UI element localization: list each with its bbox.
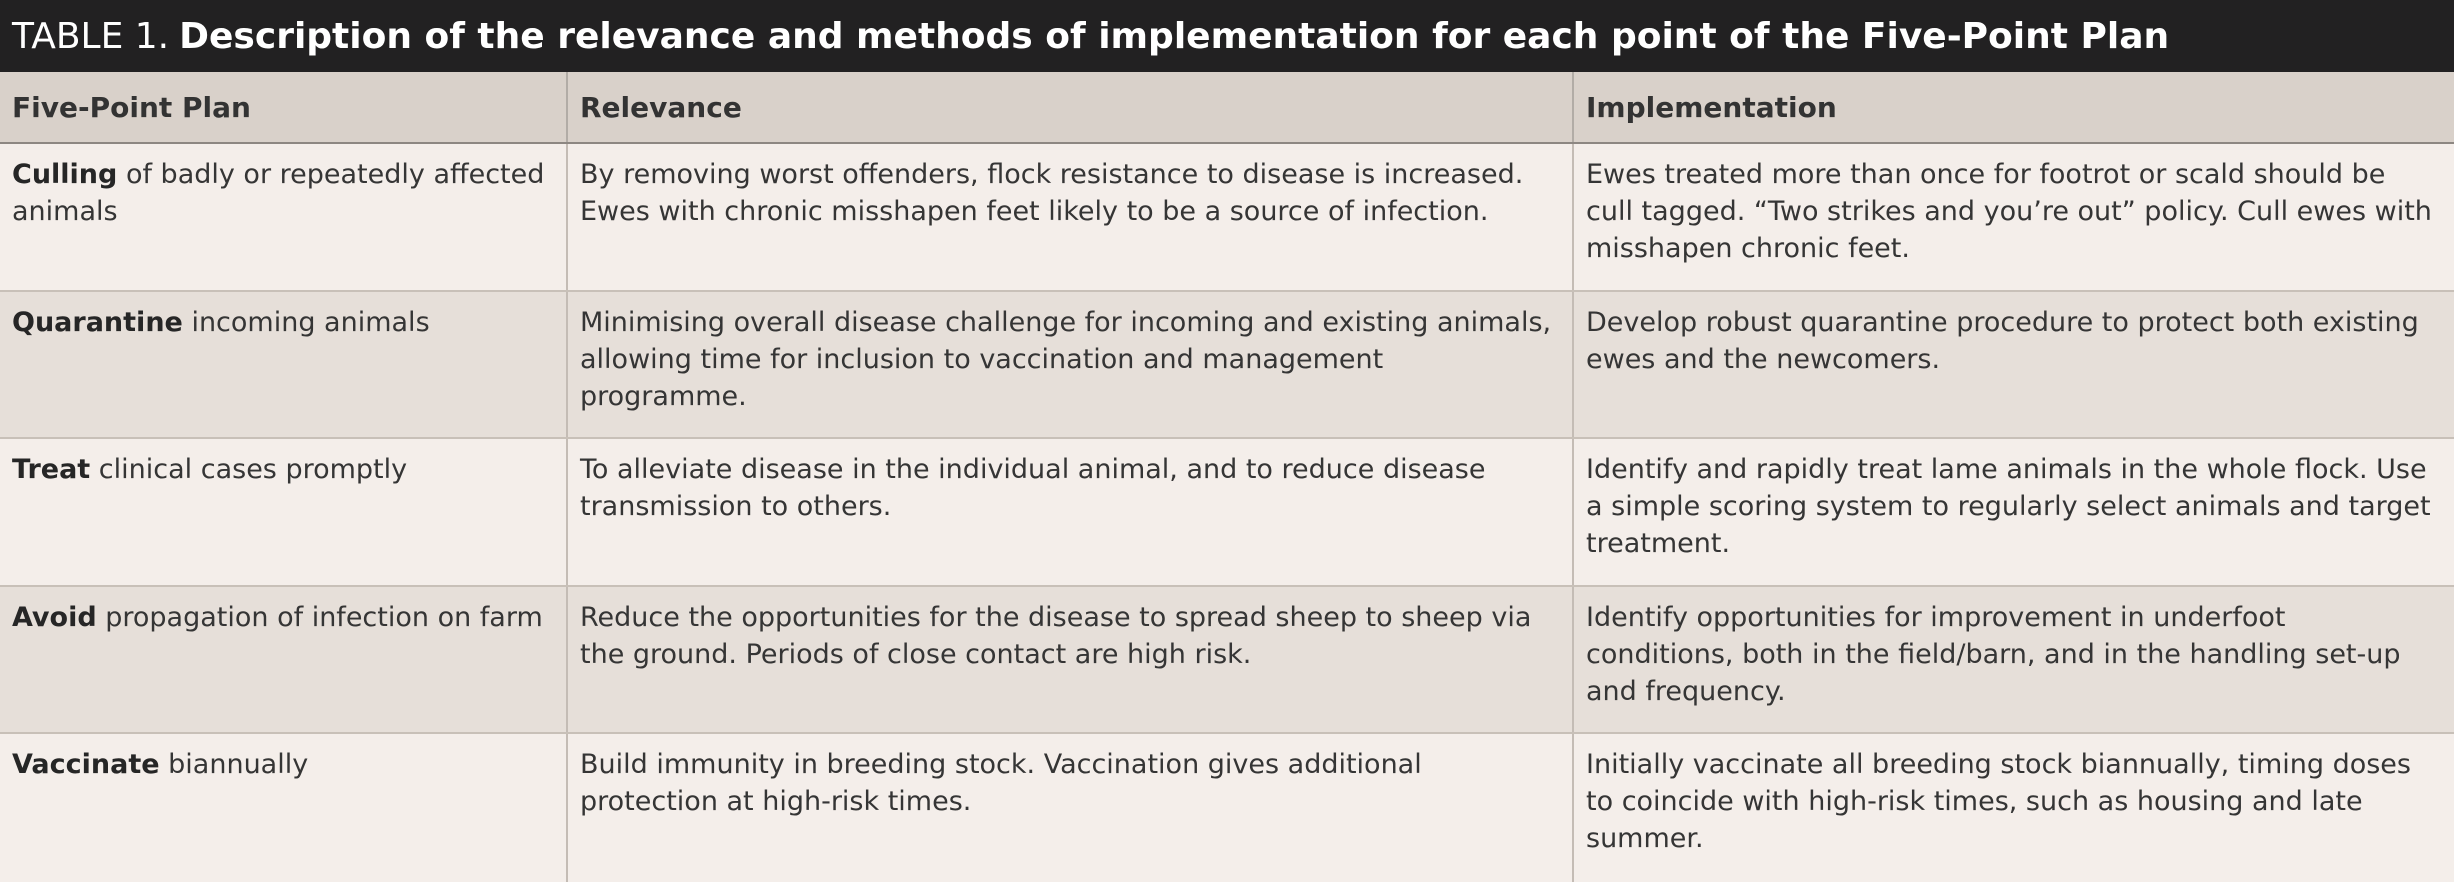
table-row <box>0 439 2454 587</box>
plan-keyword: Avoid <box>12 601 97 633</box>
plan-keyword: Culling <box>12 159 118 190</box>
plan-keyword: Quarantine <box>12 306 183 338</box>
plan-description: clinical cases promptly <box>90 454 408 486</box>
table-caption: Description of the relevance and methods of implementation for each point of the Five-Point Plan <box>179 15 2170 57</box>
relevance-cell: To alleviate disease in the individual animal, and to reduce disease transmission to others. <box>568 439 1574 585</box>
table-title-bar <box>0 0 2454 72</box>
plan-keyword: Treat <box>12 454 91 486</box>
column-header-implementation: Implementation <box>1586 90 1837 124</box>
implementation-cell: Ewes treated more than once for footrot or scald should be cull tagged. “Two strikes and you’re out” policy. Cull ewes with misshapen chronic feet. <box>1586 159 2432 264</box>
table-header-row <box>0 72 2454 144</box>
implementation-cell: Initially vaccinate all breeding stock biannually, timing doses to coincide with high-risk times, such as housing and late summer. <box>1586 749 2411 855</box>
table-row <box>0 734 2454 882</box>
implementation-cell: Develop robust quarantine procedure to protect both existing ewes and the newcomers. <box>1586 306 2419 375</box>
table-row <box>0 144 2454 292</box>
implementation-cell: Identify and rapidly treat lame animals in the whole flock. Use a simple scoring system to regularly select animals and target treatment. <box>1586 454 2431 560</box>
plan-keyword: Vaccinate <box>12 749 160 781</box>
plan-cell <box>0 292 568 438</box>
relevance-cell: Minimising overall disease challenge for incoming and existing animals, allowing time for inclusion to vaccination and management programme. <box>568 292 1574 438</box>
plan-cell <box>0 144 568 290</box>
plan-description: biannually <box>159 749 309 781</box>
plan-cell <box>0 734 568 882</box>
plan-description: propagation of infection on farm <box>96 601 543 633</box>
table-row <box>0 292 2454 440</box>
plan-description: of badly or repeatedly affected animals <box>12 159 545 227</box>
table-body <box>0 144 2454 882</box>
relevance-cell: By removing worst offenders, flock resistance to disease is increased. Ewes with chronic misshapen feet likely to be a source of infection. <box>568 144 1574 290</box>
table-row <box>0 587 2454 735</box>
plan-cell <box>0 587 568 733</box>
column-header-plan: Five-Point Plan <box>0 72 568 142</box>
column-header-relevance: Relevance <box>568 72 1574 142</box>
plan-description: incoming animals <box>182 306 430 338</box>
relevance-cell: Reduce the opportunities for the disease to spread sheep to sheep via the ground. Periods of close contact are high risk. <box>568 587 1574 733</box>
plan-cell <box>0 439 568 585</box>
relevance-cell: Build immunity in breeding stock. Vaccination gives additional protection at high-risk times. <box>568 734 1574 882</box>
table-label: TABLE 1. <box>12 15 170 57</box>
implementation-cell: Identify opportunities for improvement in underfoot conditions, both in the field/barn, and in the handling set-up and frequency. <box>1586 601 2401 707</box>
